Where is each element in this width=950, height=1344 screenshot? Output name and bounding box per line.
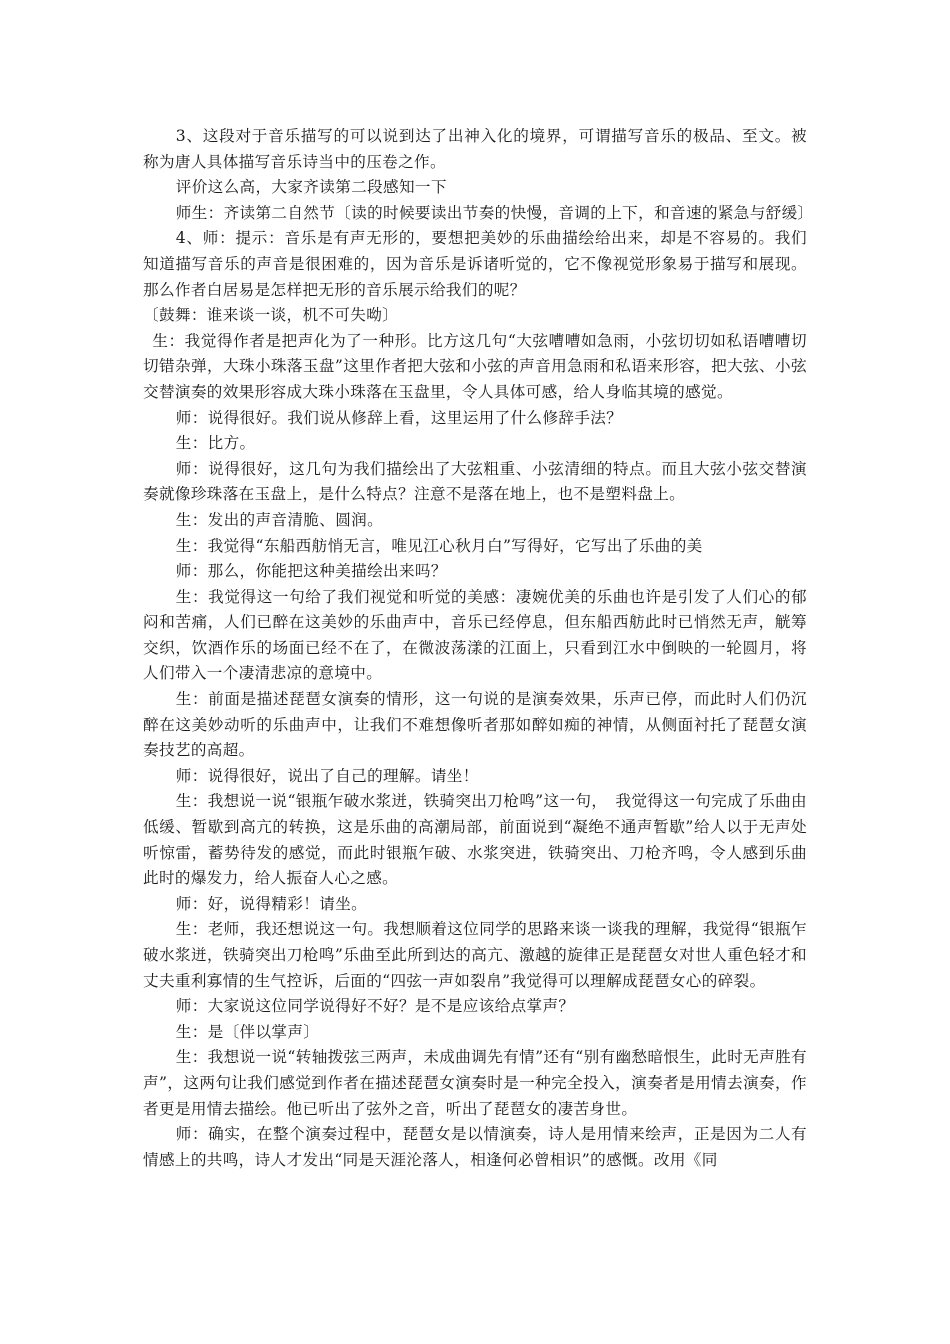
paragraph-19: 师：大家说这位同学说得好不好？是不是应该给点掌声？	[175, 997, 575, 1016]
paragraph-1: 3、这段对于音乐描写的可以说到达了出神入化的境界，可谓描写音乐的极品、至文。被称为唐人具体描写音乐诗当中的压卷之作。	[143, 127, 807, 171]
paragraph-12: 师：那么，你能把这种美描绘出来吗？	[175, 562, 447, 581]
paragraph-8: 生：比方。	[175, 434, 256, 453]
paragraph-21: 生：我想说一说“转轴拨弦三两声，未成曲调先有情”还有“别有幽愁暗恨生，此时无声胜有声”，这两句让我们感觉到作者在描述琵琶女演奏时是一种完全投入，演奏者是用情去演奏，作者更是用情去描绘。他已听出了弦外之音，听出了琵琶女的凄苦身世。	[143, 1048, 807, 1118]
paragraph-17: 师：好，说得精彩！请坐。	[175, 894, 368, 913]
paragraph-16: 生：我想说一说“银瓶乍破水浆迸，铁骑突出刀枪鸣”这一句， 我觉得这一句完成了乐曲由低缓、暂歇到高亢的转换，这是乐曲的高潮局部，前面说到“凝绝不通声暂歇”给人以于无声处听惊雷，蓄势待发的感觉，而此时银瓶乍破、水浆突进，铁骑突出、刀枪齐鸣，令人感到乐曲此时的爆发力，给人振奋人心之感。	[143, 792, 807, 888]
paragraph-6: 生：我觉得作者是把声化为了一种形。比方这几句“大弦嘈嘈如急雨，小弦切切如私语嘈嘈切切错杂弹，大珠小珠落玉盘”这里作者把大弦和小弦的声音用急雨和私语来形容，把大弦、小弦交替演奏的效果形容成大珠小珠落在玉盘里，令人具体可感，给人身临其境的感觉。	[143, 331, 807, 401]
paragraph-13: 生：我觉得这一句给了我们视觉和听觉的美感：凄婉优美的乐曲也许是引发了人们心的郁闷和苦痛，人们已醉在这美妙的乐曲声中，音乐已经停息，但东船西舫此时已悄然无声，觥筹交织，饮酒作乐的场面已经不在了，在微波荡漾的江面上，只看到江水中倒映的一轮圆月，将人们带入一个凄清悲凉的意境中。	[143, 587, 807, 683]
document-body	[143, 124, 814, 1173]
paragraph-18: 生：老师，我还想说这一句。我想顺着这位同学的思路来谈一谈我的理解，我觉得“银瓶乍破水浆迸，铁骑突出刀枪鸣”乐曲至此所到达的高亢、激越的旋律正是琵琶女对世人重色轻才和丈夫重利寡情的生气控诉，后面的“四弦一声如裂帛”我觉得可以理解成琵琶女心的碎裂。	[143, 920, 807, 990]
paragraph-7: 师：说得很好。我们说从修辞上看，这里运用了什么修辞手法？	[175, 408, 623, 427]
paragraph-14: 生：前面是描述琵琶女演奏的情形，这一句说的是演奏效果，乐声已停，而此时人们仍沉醉在这美妙动听的乐曲声中，让我们不难想像听者那如醉如痴的神情，从侧面衬托了琵琶女演奏技艺的高超。	[143, 690, 807, 760]
paragraph-11: 生：我觉得“东船西舫悄无言，唯见江心秋月白”写得好，它写出了乐曲的美	[175, 536, 703, 555]
paragraph-22: 师：确实，在整个演奏过程中，琵琶女是以情演奏，诗人是用情来绘声，正是因为二人有情感上的共鸣，诗人才发出“同是天涯沦落人，相逢何必曾相识”的感慨。改用《同	[143, 1125, 807, 1169]
paragraph-2: 评价这么高，大家齐读第二段感知一下	[175, 178, 447, 197]
paragraph-20: 生：是〔伴以掌声〕	[175, 1022, 320, 1041]
paragraph-4: 4、师：提示：音乐是有声无形的，要想把美妙的乐曲描绘给出来，却是不容易的。我们知道描写音乐的声音是很困难的，因为音乐是诉诸听觉的，它不像视觉形象易于描写和展现。那么作者白居易是怎样把无形的音乐展示给我们的呢？	[143, 229, 807, 299]
paragraph-10: 生：发出的声音清脆、圆润。	[175, 510, 384, 529]
paragraph-9: 师：说得很好，这几句为我们描绘出了大弦粗重、小弦清细的特点。而且大弦小弦交替演奏就像珍珠落在玉盘上，是什么特点？注意不是落在地上，也不是塑料盘上。	[143, 459, 807, 504]
paragraph-5: 〔鼓舞：谁来谈一谈，机不可失呦〕	[143, 306, 399, 325]
paragraph-15: 师：说得很好，说出了自己的理解。请坐！	[175, 766, 479, 785]
paragraph-3: 师生：齐读第二自然节〔读的时候要读出节奏的快慢，音调的上下，和音速的紧急与舒缓〕	[175, 203, 814, 222]
